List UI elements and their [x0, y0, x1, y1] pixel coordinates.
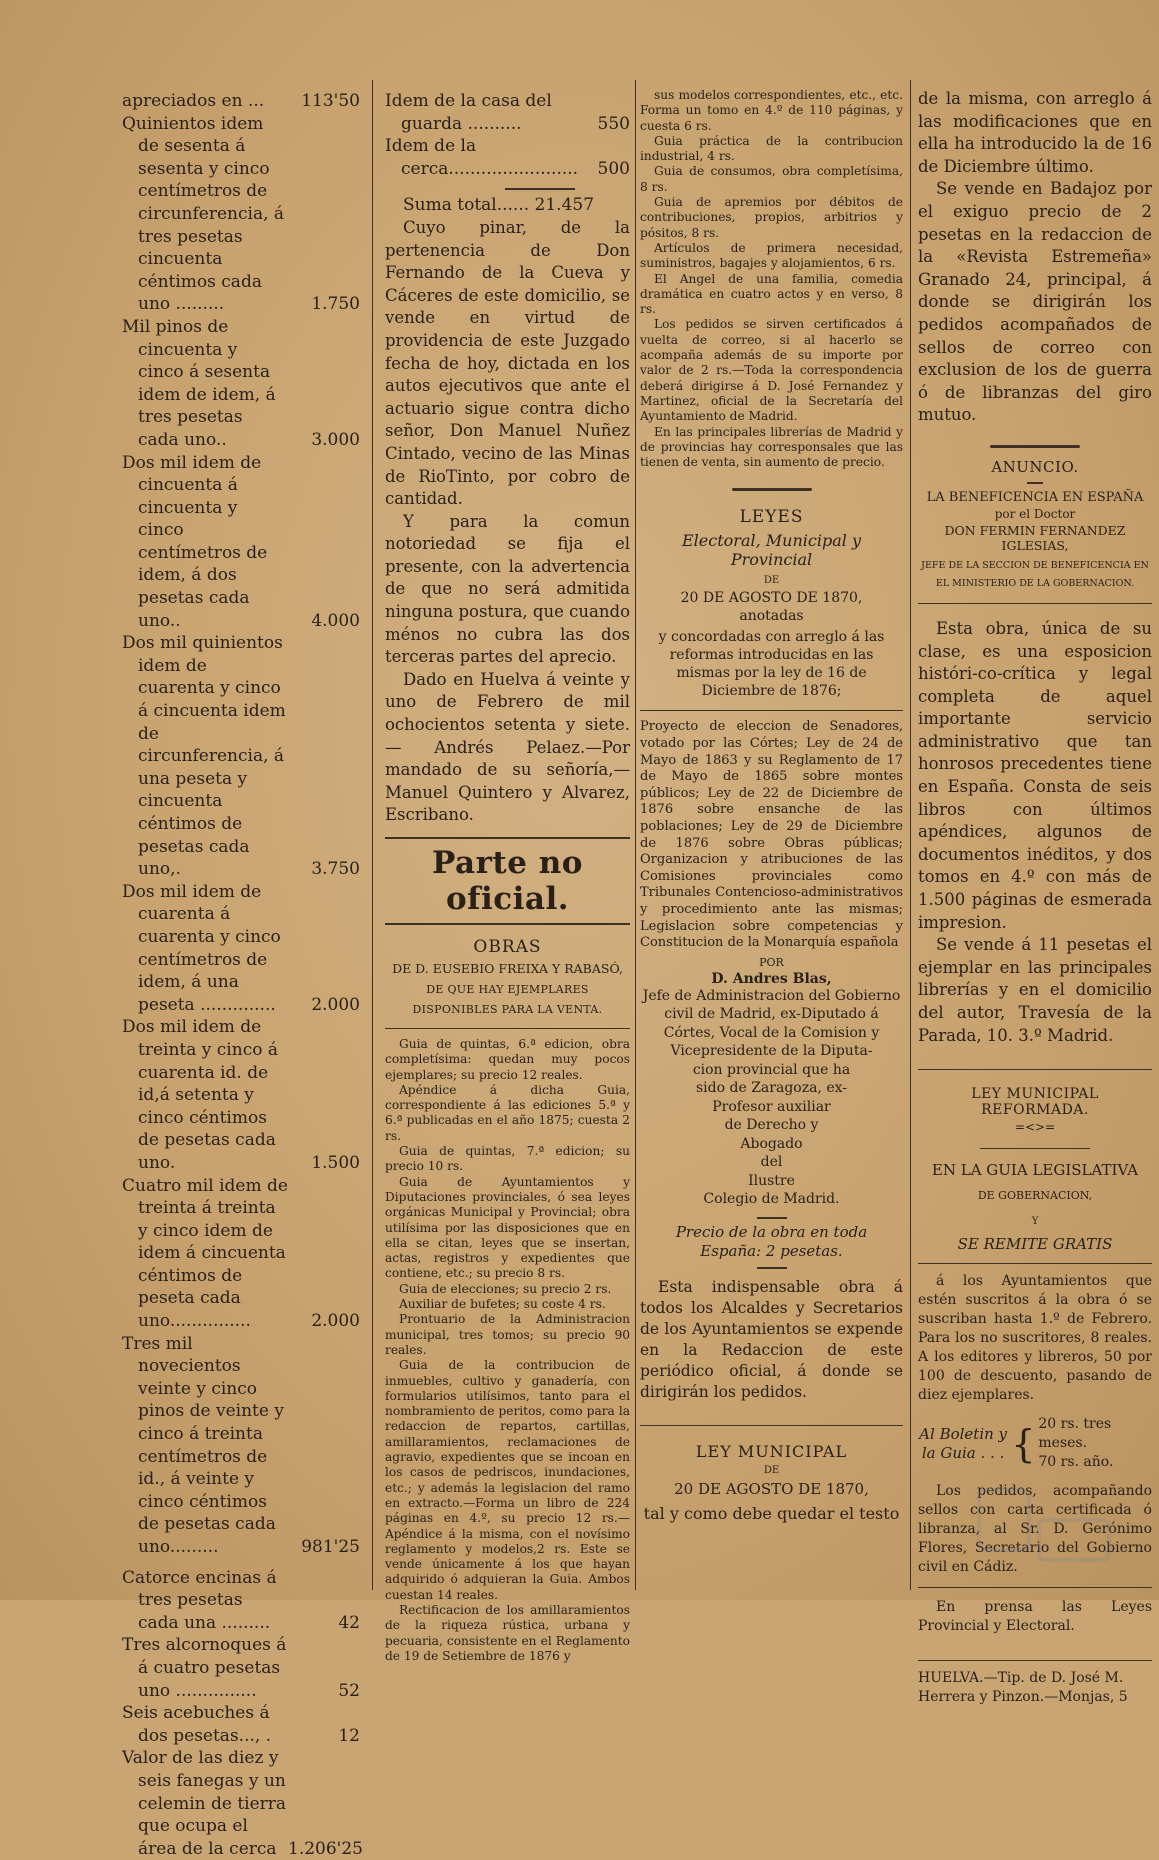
price-item [122, 1634, 360, 1702]
price-item [385, 135, 630, 180]
credential-line: Córtes, Vocal de la Comision y [663, 1024, 880, 1041]
credential-line: Abogado [740, 1135, 803, 1152]
ley-mun-cont: de la misma, con arreglo á las modificaciones que en ella ha introducido la de 16 de Diciembre último. Se vende en Badajoz por el exiguo precio de 2 pesetas en la redaccion de la «Revista Estremeña» Granado 24, principal, á donde se dirigirán los pedidos acompañados de sellos de correo con exclusion de los de guerra ó de libranzas del giro mutuo. [918, 89, 1152, 425]
sum-total: Suma total...... 21.457 [403, 195, 595, 216]
beneficencia-title: LA BENEFICENCIA EN ESPAÑA [926, 489, 1144, 505]
item-value: 981'25 [301, 1537, 360, 1557]
item-value: 52 [338, 1680, 360, 1701]
item-value: 42 [338, 1612, 360, 1633]
column-3 [640, 88, 903, 1523]
price-list-cont [385, 90, 630, 180]
item-value: 3.750 [311, 859, 360, 880]
column-1 [122, 90, 363, 1860]
price-item [122, 881, 360, 1017]
divider [757, 1217, 787, 1219]
divider [1027, 482, 1043, 484]
obras-list-cont [640, 88, 903, 470]
item-description: Idem de la cerca........................ [385, 136, 579, 179]
indispensable-text: Esta indispensable obra á todos los Alcaldes y Secretarios de los Ayuntamientos se expende en la Redaccion de este periódico oficial, á donde se dirigirán los pedidos. [640, 1277, 903, 1401]
leyes-title: LEYES [739, 507, 804, 528]
credential-line: Profesor auxiliar [712, 1098, 831, 1115]
price-item [385, 90, 630, 135]
obra-entry: Guia de quintas, 7.ª edicion; su precio 10 rs. [385, 1144, 630, 1174]
credential-line: de Derecho y [724, 1117, 819, 1134]
price-item [122, 1016, 360, 1174]
item-description: Seis acebuches á dos pesetas..., . [122, 1703, 272, 1746]
remite-gratis: SE REMITE GRATIS [957, 1235, 1113, 1254]
item-description: apreciados en ... [122, 91, 265, 111]
edict-paragraph: Dado en Huelva á veinte y uno de Febrero de mil ochocientos setenta y siete.— Andrés Pelaez.—Por mandado de su señoría,—Manuel Quintero y Alvarez, Escribano. [385, 669, 630, 825]
divider [385, 1028, 630, 1029]
item-description: Dos mil quinientos idem de cuarenta y cinco á cincuenta idem de circunferencia, á una peseta y cincuenta céntimos de pesetas cada uno,. [122, 633, 286, 880]
item-description: Catorce encinas á tres pesetas cada una ......... [122, 1567, 277, 1633]
credential-line: sido de Zaragoza, ex- [696, 1080, 847, 1097]
leyes-concord: y concordadas con arreglo á las reformas introducidas en las mismas por la ley de 16 de Diciembre de 1876; [658, 629, 885, 700]
item-description: Idem de la casa del guarda .......... [385, 91, 552, 134]
item-value: 500 [597, 158, 630, 179]
section-heading: Parte no oficial. [385, 837, 630, 925]
imprint: HUELVA.—Tip. de D. José M. Herrera y Pinzon.—Monjas, 5 [918, 1670, 1128, 1706]
item-value: 1.206'25 [288, 1838, 363, 1859]
obra-entry: Los pedidos se sirven certificados á vuelta de correo, si al hacerlo se acompaña además de su importe por valor de 2 rs.—Toda la correspondencia deberá dirigirse á D. José Fernandez y Martinez, oficial de la Secretaría del Ayuntamiento de Madrid. [640, 317, 903, 424]
doctor-title: JEFE DE LA SECCION DE BENEFICENCIA EN EL MINISTERIO DE LA GOBERNACION. [921, 559, 1149, 589]
item-description: Mil pinos de cincuenta y cinco á sesenta idem de idem, á tres pesetas cada uno.. [122, 316, 276, 450]
guia-title: EN LA GUIA LEGISLATIVA [931, 1161, 1139, 1180]
leyes-proyecto: Proyecto de eleccion de Senadores, votado por las Córtes; Ley de 24 de Mayo de 1863 y su Reglamento de 17 de Mayo de 1865 sobre montes públicos; Ley de 22 de Diciembre de 1876 sobre ensanche de las poblaciones; Ley de 29 de Diciembre de 1876 sobre Obras públicas; Organizacion y atribuciones de las Comisiones provinciales como Tribunales Contencioso-administrativos y procedimiento ante las mismas; Legislacion sobre competencias y Constitucion de la Monarquía española [640, 719, 903, 951]
edict-paragraph: Cuyo pinar, de la pertenencia de Don Fernando de la Cueva y Cáceres de este domicilio, se vende en virtud de providencia de este Juzgado fecha de hoy, dictada en los autos ejecutivos que ante el actuario sigue contra dicho señor, Don Manuel Nuñez Cintado, vecino de las Minas de RioTinto, por cobro de cantidad. [385, 217, 630, 509]
price-item [122, 1747, 363, 1860]
sum-rule [505, 188, 575, 190]
credential-line: Jefe de Administracion del Gobierno [642, 987, 901, 1004]
item-value: 1.750 [311, 294, 360, 315]
archive-seal-watermark [969, 1480, 1119, 1590]
item-value: 1.500 [311, 1152, 360, 1173]
credential-line: Vicepresidente de la Diputa- [670, 1043, 873, 1060]
item-description: Quinientos idem de sesenta á sesenta y cinco centímetros de circunferencia, á tres pesetas cincuenta céntimos cada uno ......... [122, 113, 285, 315]
obra-entry: Guia de la contribucion de inmuebles, cultivo y ganadería, con formularios utilísimos, tanto para el nombramiento de peritos, como para la redaccion de repartos, cartillas, amillaramientos, reclamaciones de agravio, expedientes que se incoan en los casos de pedriscos, inundaciones, etc.; y además la legislacion del ramo en extracto.—Forma un libro de 224 páginas en 4.º, su precio 12 rs.—Apéndice á la misma, con el novísimo reglamento y modelos,2 rs. Este se vende únicamente á los que hayan adquirido ó adquieran la Guia. Ambos cuestan 14 reales. [385, 1358, 630, 1602]
obra-entry: sus modelos correspondientes, etc., etc. Forma un tomo en 4.º de 110 páginas, y cuesta 6 rs. [640, 88, 903, 133]
obra-entry: Apéndice á dicha Guia, correspondiente á las ediciones 5.ª y 6.ª publicadas en el año 1875; cuesta 2 rs. [385, 1082, 630, 1143]
item-value: 12 [338, 1725, 360, 1746]
pedidos-text: Los pedidos, acompañando sellos con carta certificada ó libranza, al Sr. D. Gerónimo Flores, Secretario del Gobierno civil en Cádiz. [918, 1483, 1152, 1576]
item-description: Dos mil idem de cincuenta á cincuenta y cinco centímetros de idem, á dos pesetas cada uno.. [122, 452, 268, 631]
obra-entry: Guia práctica de la contribucion industrial, 4 rs. [640, 133, 903, 164]
author-credentials [640, 987, 903, 1209]
gobernacion: DE GOBERNACION, [977, 1189, 1093, 1203]
anuncio-title: ANUNCIO. [991, 457, 1079, 476]
divider [757, 1267, 787, 1269]
obra-entry: Guia de apremios por débitos de contribuciones, propios, arbitrios y pósitos, 8 rs. [640, 195, 903, 240]
price-item [122, 1175, 360, 1333]
item-value: 3.000 [311, 429, 360, 450]
price-item [122, 1333, 360, 1559]
ornament-rule [732, 488, 812, 491]
obra-entry: Rectificacion de los amillaramientos de la riqueza rústica, urbana y pecuaria, consistente en el Reglamento de 19 de Setiembre de 1876 y [385, 1602, 630, 1663]
column-4 [918, 88, 1152, 1707]
obra-entry: Guia de quintas, 6.ª edicion, obra completísima: quedan muy pocos ejemplares; su precio 12 reales. [385, 1037, 630, 1082]
author-name: D. Andres Blas, [711, 970, 832, 987]
obra-entry: Prontuario de la Administracion municipal, tres tomos; su precio 90 reales. [385, 1312, 630, 1357]
ley-reformada-title: LEY MUNICIPAL REFORMADA. [971, 1086, 1099, 1119]
ornament-rule [990, 445, 1080, 448]
por-doctor: por el Doctor [994, 506, 1076, 521]
obra-entry: El Angel de una familia, comedia dramática en cuatro actos y en verso, 8 rs. [640, 271, 903, 317]
ley-mun-date: 20 DE AGOSTO DE 1870, [674, 1479, 869, 1498]
price-item [122, 1567, 360, 1635]
doctor-name: DON FERMIN FERNANDEZ IGLESIAS, [944, 522, 1126, 553]
divider [918, 603, 1152, 604]
credential-line: del [760, 1154, 783, 1171]
column-rule [910, 80, 911, 1590]
prensa-text: En prensa las Leyes Provincial y Electoral. [918, 1599, 1152, 1635]
item-value: 113'50 [301, 91, 360, 111]
edict-text [385, 217, 630, 827]
obra-entry: Guia de Ayuntamientos y Diputaciones provinciales, ó sea leyes orgánicas Municipal y Provincial; obra utilísima por las disposiciones que en ella se citan, leyes que se insertan, actas, registros y expedientes que contiene, etc.; su precio 8 rs. [385, 1174, 630, 1281]
item-value: 2.000 [311, 994, 360, 1015]
por-label: POR [759, 955, 784, 969]
ayuntamientos-text: á los Ayuntamientos que estén suscritos á la obra ó se suscriban hasta 1.º de Febrero. Para los no suscritores, 8 reales. A los editores y libreros, 50 por 100 de descuento, pasando de diez ejemplares. [918, 1273, 1152, 1404]
divider [640, 1425, 903, 1426]
obra-entry: Guia de consumos, obra completísima, 8 rs. [640, 164, 903, 194]
obras-title: OBRAS [473, 937, 542, 957]
item-value: 4.000 [311, 610, 360, 631]
ley-mun-title: LEY MUNICIPAL [695, 1441, 848, 1461]
obra-entry: En las principales librerías de Madrid y de provincias hay corresponsales que las tienen de venta, sin aumento de precio. [640, 424, 903, 470]
column-rule [635, 80, 636, 1590]
divider [980, 1148, 1090, 1149]
item-description: Cuatro mil idem de treinta á treinta y cinco idem de idem á cincuenta céntimos de peseta cada uno............... [122, 1175, 288, 1332]
credential-line: cion provincial que ha [692, 1061, 851, 1078]
credential-line: Colegio de Madrid. [703, 1191, 840, 1208]
divider [918, 1069, 1152, 1070]
item-value: 550 [597, 113, 630, 134]
ley-mun-text: tal y como debe quedar el testo [643, 1503, 900, 1523]
price-item [122, 452, 360, 633]
price-year: 70 rs. año. [1038, 1454, 1114, 1471]
price-item [122, 632, 360, 881]
price-item [122, 113, 360, 316]
item-value: 2.000 [311, 1311, 360, 1332]
price-item [122, 1702, 360, 1747]
obra-entry: Artículos de primera necesidad, suministros, bagajes y alojamientos, 6 rs. [640, 240, 903, 271]
leyes-anotadas: anotadas [739, 608, 804, 625]
price-item [122, 90, 360, 113]
price-list [122, 90, 363, 1860]
obras-list [385, 1037, 630, 1664]
obra-entry: Auxiliar de bufetes; su coste 4 rs. [399, 1297, 606, 1312]
column-2 [385, 90, 630, 1664]
leyes-de: DE [763, 575, 780, 587]
ornament: =<>= [1014, 1120, 1056, 1135]
credential-line: Ilustre [748, 1172, 795, 1189]
column-rule [372, 80, 373, 1590]
y-label: Y [1031, 1216, 1039, 1228]
price-item [122, 316, 360, 452]
obras-author: DE D. EUSEBIO FREIXA Y RABASÓ, [392, 961, 623, 976]
edict-paragraph: Y para la comun notoriedad se fija el presente, con la advertencia de que no será admitida ninguna postura, que cuando ménos no cubra las dos terceras partes del aprecio. [385, 511, 630, 667]
divider [918, 1660, 1152, 1661]
leyes-date: 20 DE AGOSTO DE 1870, [680, 590, 863, 607]
obras-sub: DE QUE HAY EJEMPLARES DISPONIBLES PARA LA VENTA. [412, 983, 603, 1016]
price-quarter: 20 rs. tres meses. [1038, 1416, 1112, 1452]
price-note: Precio de la obra en toda España: 2 pesetas. [675, 1222, 868, 1260]
credential-line: civil de Madrid, ex-Diputado á [664, 1006, 879, 1023]
ley-mun-de: DE [763, 1464, 780, 1476]
divider [918, 1263, 1152, 1264]
beneficencia-text: Esta obra, única de su clase, es una esposicion históri-co-crítica y legal completa de aquel importante servicio administrativo que tan honrosos precedentes tiene en España. Consta de seis libros con últimos apéndices, algunos de documentos inéditos, y dos tomos en 4.º con más de 1.500 páginas de esmerada impresion. Se vende á 11 pesetas el ejemplar en las principales librerías y en el domicilio del autor, Travesía de la Parada, 10. 3.º Madrid. [918, 618, 1152, 1045]
item-description: Tres mil novecientos veinte y cinco pinos de veinte y cinco á treinta centímetros de id., á veinte y cinco céntimos de pesetas cada uno......... [122, 1333, 284, 1557]
item-description: Valor de las diez y seis fanegas y un celemin de tierra que ocupa el área de la cerca [122, 1748, 287, 1859]
item-description: Tres alcornoques á á cuatro pesetas uno ............... [122, 1635, 287, 1701]
leyes-subtitle: Electoral, Municipal y Provincial [682, 531, 861, 570]
boletin-label: Al Boletin y la Guia . . . [919, 1424, 1008, 1462]
brace: { [1011, 1421, 1036, 1466]
subscription-prices [918, 1415, 1152, 1472]
divider [640, 710, 903, 711]
item-description: Dos mil idem de cuarenta á cuarenta y cinco centímetros de idem, á una peseta .............. [122, 881, 281, 1015]
item-description: Dos mil idem de treinta y cinco á cuarenta id. de id,á setenta y cinco céntimos de pesetas cada uno. [122, 1017, 278, 1173]
obra-entry: Guia de elecciones; su precio 2 rs. [399, 1281, 612, 1296]
